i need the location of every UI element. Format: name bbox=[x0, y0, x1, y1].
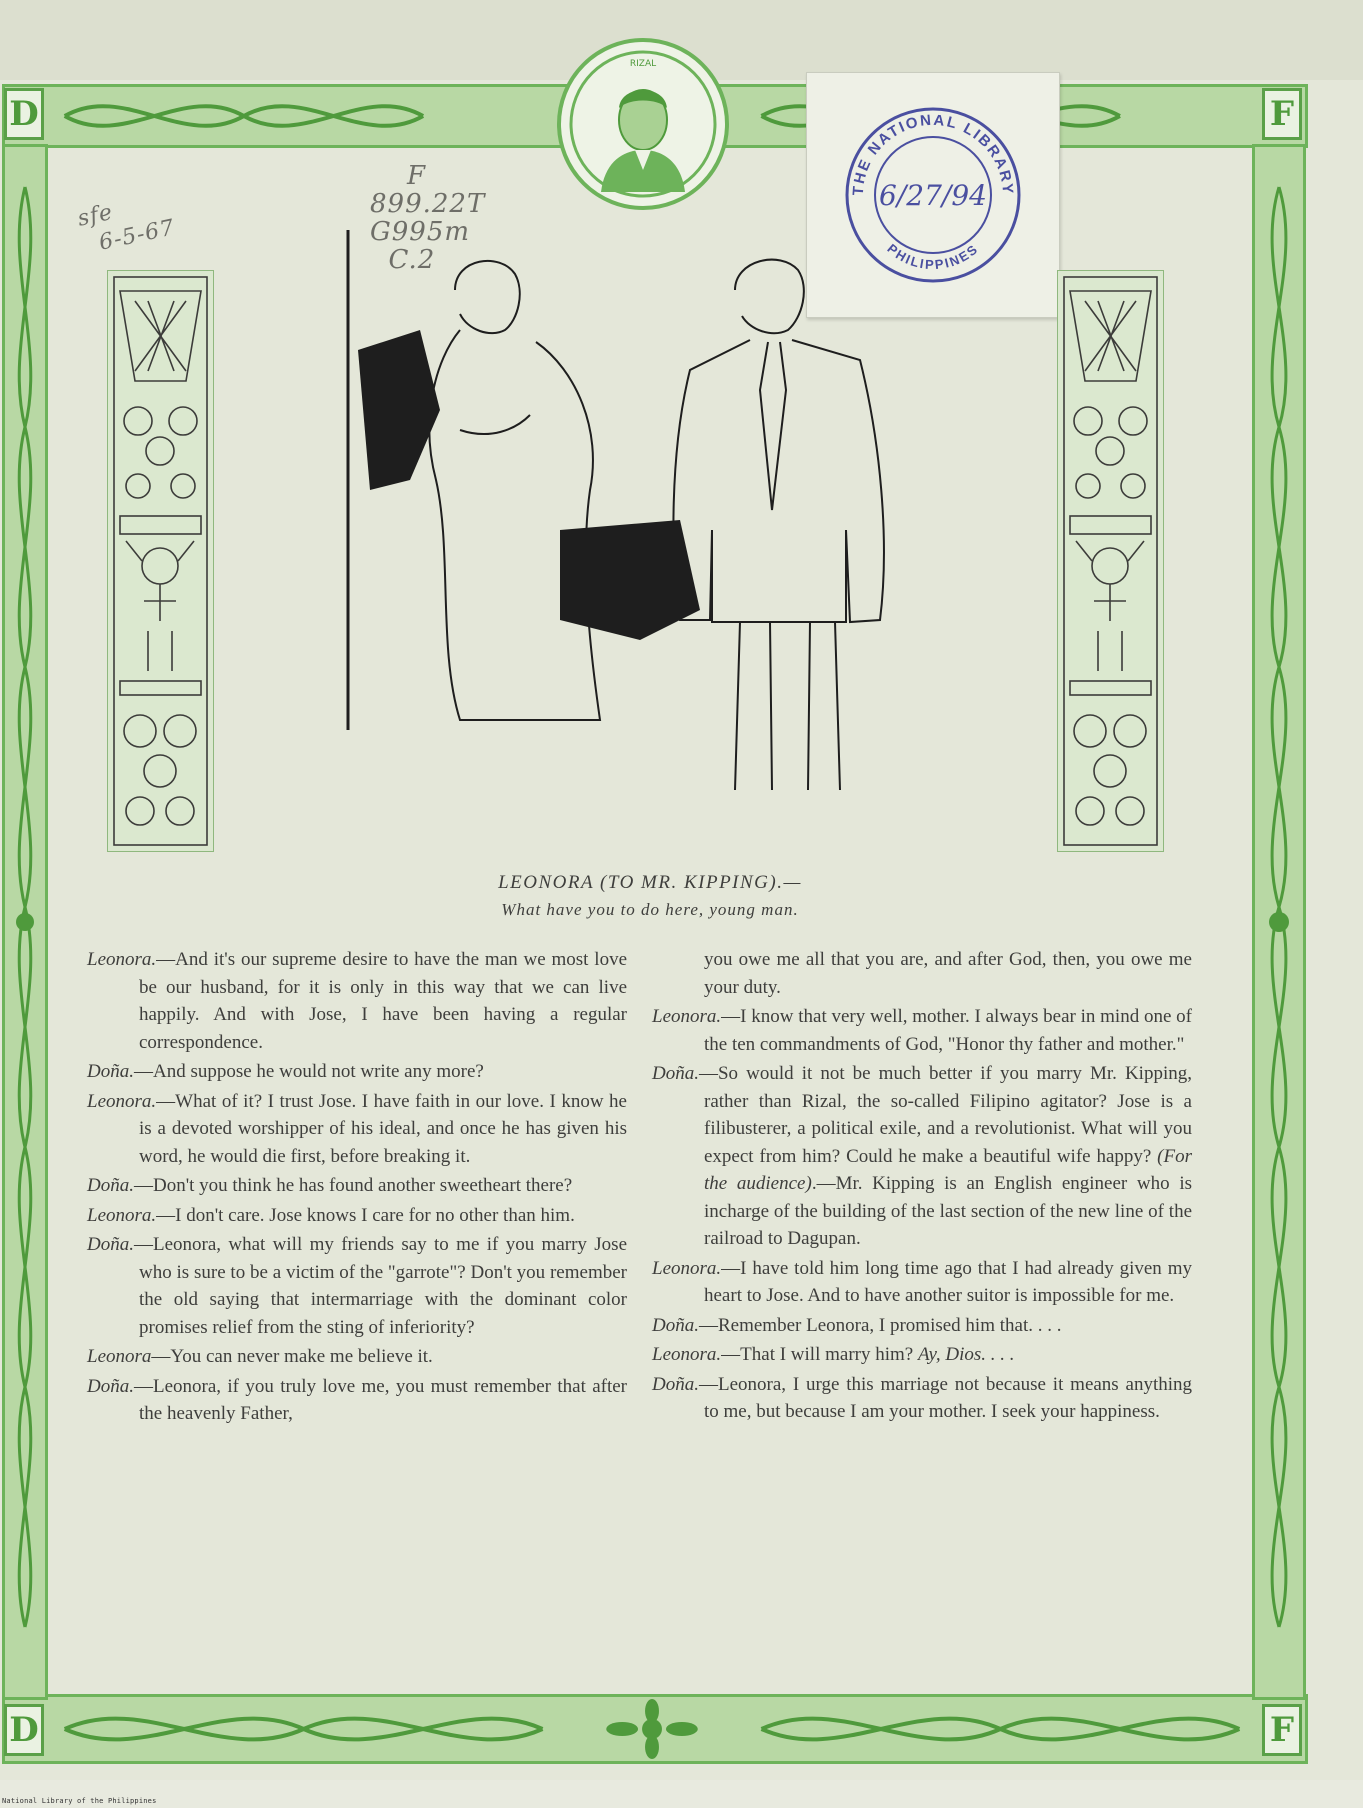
rizal-portrait-medallion bbox=[557, 38, 729, 210]
dialogue-entry bbox=[87, 1231, 627, 1341]
dialogue-entry bbox=[652, 1312, 1192, 1340]
leonora-and-kipping-illustration bbox=[340, 230, 960, 830]
scan-bottom-edge bbox=[0, 1780, 1363, 1808]
speaker-name: Leonora. bbox=[87, 1204, 157, 1226]
handwritten-accession-note: sfe 6-5-67 bbox=[75, 199, 178, 260]
dialogue-continuation: you owe me all that you are, and after God, then, you owe me your duty. bbox=[704, 949, 1192, 998]
speaker-name: Doña. bbox=[87, 1375, 134, 1397]
dialogue-entry bbox=[652, 1371, 1192, 1426]
dialogue-text-after: .—Mr. Kipping is an English engineer who is incharge of the building of the last section of the new line of the railroad to Dagupan. bbox=[704, 1173, 1192, 1249]
dialogue-entry bbox=[87, 1088, 627, 1171]
right-ornamental-pillar bbox=[1057, 270, 1164, 852]
dialogue-text: —And it's our supreme desire to have the man we most love be our husband, for it is only in this way that we can live happily. And with Jose, I have been having a regular correspondence. bbox=[139, 949, 627, 1053]
dialogue-text: —Leonora, what will my friends say to me if you marry Jose who is sure to be a victim of the "garrote"? Don't you remember the old saying that intermarriage with the dominant color promises relief from the sting of inferiority? bbox=[133, 1234, 627, 1338]
speaker-name: Leonora. bbox=[652, 1006, 722, 1027]
border-right-band bbox=[1252, 144, 1306, 1700]
dialogue-text: —That I will marry him? bbox=[721, 1344, 918, 1365]
illustration-caption-subline: What have you to do here, young man. bbox=[501, 900, 799, 919]
border-left-band bbox=[2, 144, 48, 1700]
dialogue-column-right bbox=[652, 946, 1192, 1428]
dialogue-text: —Leonora, I urge this marriage not because it means anything to me, but because I am your mother. I seek your happiness. bbox=[698, 1373, 1192, 1422]
illustration-caption-heading: LEONORA (TO MR. KIPPING).— bbox=[498, 872, 802, 893]
corner-letter-bottom-right: F bbox=[1262, 1704, 1302, 1756]
dialogue-text: —I don't care. Jose knows I care for no other than him. bbox=[156, 1204, 575, 1226]
speaker-name: Leonora. bbox=[652, 1257, 722, 1279]
speaker-name: Doña. bbox=[652, 1063, 699, 1084]
stamp-ring-top: THE NATIONAL LIBRARY bbox=[849, 111, 1017, 196]
speaker-name: Doña. bbox=[652, 1373, 699, 1395]
dialogue-entry bbox=[87, 1202, 627, 1230]
dialogue-text: —Don't you think he has found another sweetheart there? bbox=[133, 1175, 573, 1196]
scan-credit-footer: National Library of the Philippines bbox=[2, 1797, 157, 1805]
dialogue-text: —So would it not be much better if you marry Mr. Kipping, rather than Rizal, the so-called Filipino agitator? Jose is a filibusterer, a political exile, and a revolutionist. What will you expect from him? Could he make a beautiful wife happy? bbox=[698, 1063, 1192, 1167]
speaker-name: Doña. bbox=[652, 1314, 699, 1336]
left-ornamental-pillar bbox=[107, 270, 214, 852]
corner-letter-top-right: F bbox=[1262, 88, 1302, 140]
dialogue-entry bbox=[652, 1341, 1192, 1369]
dialogue-entry bbox=[87, 1373, 627, 1428]
stamp-ring-bottom: PHILIPPINES bbox=[884, 240, 982, 273]
corner-letter-bottom-left: D bbox=[4, 1704, 44, 1756]
speaker-name: Doña. bbox=[87, 1175, 134, 1196]
corner-letter-top-left: D bbox=[4, 88, 44, 140]
dialogue-entry bbox=[87, 1058, 627, 1086]
speaker-name: Leonora. bbox=[87, 949, 157, 970]
dialogue-entry bbox=[87, 946, 627, 1056]
stage-direction: (For the audience) bbox=[704, 1145, 1192, 1194]
dialogue-text: —You can never make me believe it. bbox=[151, 1346, 433, 1367]
stage-direction: Ay, Dios. . . . bbox=[917, 1344, 1015, 1365]
speaker-name: Leonora bbox=[87, 1346, 152, 1367]
dialogue-entry bbox=[87, 1172, 627, 1200]
speaker-name: Leonora. bbox=[652, 1344, 722, 1365]
medallion-label: RIZAL bbox=[629, 59, 657, 69]
dialogue-text: —And suppose he would not write any more? bbox=[133, 1061, 484, 1082]
dialogue-entry bbox=[652, 1060, 1192, 1253]
speaker-name: Leonora. bbox=[87, 1090, 157, 1112]
speaker-name: Doña. bbox=[87, 1061, 134, 1082]
dialogue-text: —I know that very well, mother. I always bear in mind one of the ten commandments of God, "Honor thy father and mother." bbox=[704, 1006, 1192, 1055]
dialogue-column-left bbox=[87, 946, 627, 1430]
border-bottom-band bbox=[2, 1694, 1308, 1764]
dialogue-text: —Leonora, if you truly love me, you must remember that after the heavenly Father, bbox=[133, 1375, 627, 1424]
handwritten-call-number: F 899.22T G995m C.2 bbox=[370, 161, 486, 275]
stamp-date: 6/27/94 bbox=[879, 179, 987, 212]
dialogue-entry bbox=[87, 1343, 627, 1371]
dialogue-text: —I have told him long time ago that I had already given my heart to Jose. And to have another suitor is impossible for me. bbox=[704, 1257, 1192, 1306]
speaker-name: Doña. bbox=[87, 1234, 134, 1255]
dialogue-text: —Remember Leonora, I promised him that. . . . bbox=[698, 1314, 1062, 1336]
dialogue-entry bbox=[652, 1255, 1192, 1310]
dialogue-text: —What of it? I trust Jose. I have faith in our love. I know he is a devoted worshipper of his ideal, and once he has given his word, he would die first, before breaking it. bbox=[139, 1090, 627, 1167]
dialogue-entry bbox=[652, 1003, 1192, 1058]
